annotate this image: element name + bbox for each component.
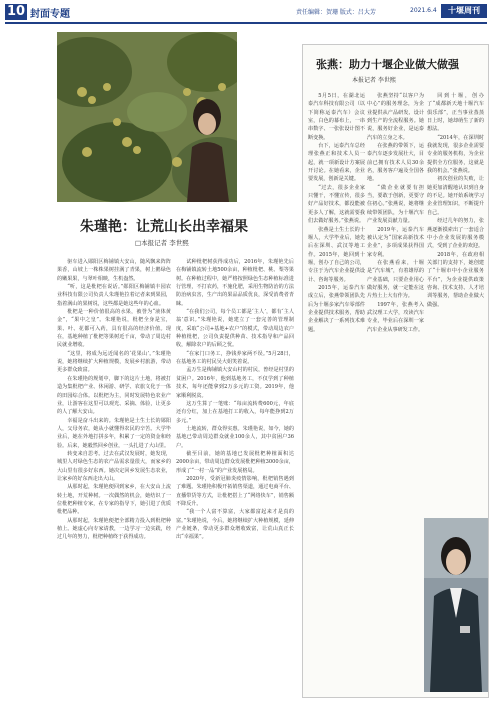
sidebar-article-byline: 本报记者 李世熙 [352, 77, 396, 84]
sidebar-column-3 [427, 92, 484, 512]
issue-date: 2021.6.4 [410, 7, 437, 14]
article-column-1 [57, 258, 171, 698]
paragraph: “我一个人富不算富，大家都富起来才是真的富。”朱瑾艳说，今后，她将继续扩大种植规模，延伸产业链条，带动更多群众增收致富，让荒山真正长出“幸福果”。 [176, 509, 294, 541]
paragraph: 从那时起，朱瑾艳便回到家乡，在大安山上流转土地，开荒种树。一次偶然的机会，她结识了一位枇杷种植专家，在专家的指导下，她引进了优质枇杷品种。 [57, 484, 171, 516]
portrait-photo [424, 518, 488, 692]
page-header [0, 0, 492, 22]
paragraph: 在张燕看来，十堰是“汽车城”，有着雄厚的产业基础，只要企业用心做好服务，就一定能在这片热土上大有作为。 [367, 259, 424, 300]
header-divider [5, 22, 487, 24]
paragraph: 转变来自思考。过去在武汉发展时，她发现，城里人对绿色生态的农产品需求量很大，而家乡的大山里有很多好东西。她决定回乡发展生态农业，让家乡的好东西走出大山。 [57, 450, 171, 482]
paragraph: 经过几年的努力，张燕逐渐摸索出了一套适合中小企业发展的服务模式，受到了企业的欢迎。 [427, 218, 484, 250]
paragraph: 在朱瑾艳的规划中，脚下的这片土地，将被打造为集枇杷产业、休闲游、研学、农旅文化于一体的田园综合体。以枇杷为主，同时发展特色农业产业，让游客在这里可以观光、采摘、体验，让更多的人了解大安山。 [57, 375, 171, 416]
paragraph: 驱车进入郧阳区梅铺镇大安山，随风飘来阵阵果香，山坡上一株株果树挂满了青果，树上鹅绿色的嫩果果，与翠叶相映，生机盎然。 [57, 259, 171, 282]
paragraph: 2019年，运泰汽车被认定为“国家高新技术企业”，多项成果获得国家专利。 [367, 226, 424, 258]
article-title: 朱瑾艳：让荒山长出幸福果 [80, 219, 248, 235]
orchard-photo [57, 32, 237, 202]
paragraph: 这万生算了一笔账：“每亩流转费600元，年底还有分红，加上在基地打工的收入，每年能挣到2万多元。” [176, 400, 294, 424]
paragraph: “在家门口务工，挣钱养家两不误。”5月28日，在基地务工的村民吴大姐笑着说。 [176, 350, 294, 366]
paragraph: 张燕是土生土长的十堰人，大学毕业后，她先后在深圳、武汉等地工作。2015年，她回到十堰，创办了自己的公司，专注于为汽车企业提供设计、咨询等服务。 [308, 226, 365, 283]
paragraph: 回到十堰，创办了“成都新天地十堰汽车俱乐部”，正当事业蒸蒸日上时，她却萌生了新的想法。 [427, 93, 484, 133]
sidebar-column-2 [367, 92, 424, 692]
editor-credits: 责任编辑：贺珊 版式：吕大芳 [296, 9, 376, 16]
paragraph: 2020年，受新冠肺炎疫情影响，枇杷销售遇到了难题。朱瑾艳积极开拓销售渠道，通过电商平台、直播带货等方式，让枇杷搭上了“网络快车”，销售额不降反升。 [176, 475, 294, 507]
portrait-illustration [424, 518, 488, 692]
paragraph: 幸福是奋斗出来的。朱瑾艳是土生土长的郧阳人，父母务农，她从小就懂得农民的辛苦。大学毕业后，她在外地打拼多年，积累了一定的资金和经验。后来，她毅然回乡创业，一头扎进了大山里。 [57, 417, 171, 449]
paragraph: “听，这是枇杷在说话。”郧阳区梅铺镇丰园农业科技有限公司负责人朱瑾艳拉着记者来到果园，指着满山的果树说，这些都是她这些年的心血。 [57, 284, 171, 307]
paragraph: 枇杷是一种价值很高的水果，被誉为“液体黄金”，“果中之皇”。朱瑾艳说，枇杷全身是宝，果、叶、花都可入药，具有很高的经济价值。现在，基地种植了枇杷等果树近千亩，带动了周边村民就业增收。 [57, 309, 171, 349]
paragraph: 孟万生是梅铺镇大安山村的村民，曾经是村里的贫困户。2016年，他到基地务工，不仅学到了种植技术，每年还能拿到2万多元的工资。2019年，他家顺利脱贫。 [176, 367, 294, 399]
paragraph: 在张燕的带领下，运泰汽车逐步发展壮大，目前已拥有技术人员30余名，服务客户遍及全国各地。 [367, 143, 424, 183]
publication-brand: 十堰周刊 [441, 4, 487, 18]
paragraph: 试种枇杷树获得成功后，2016年，朱瑾艳先后在梅铺镇流转土地500余亩，种植枇杷、桃、梨等果树。在种植过程中，她严格按照绿色生态种植标准进行管理，不打农药，不施化肥，采用生物防治的方法防治病虫害，生产出的果品品质优良，深受消费者青睐。 [176, 259, 294, 307]
paragraph: “做企业就要有担当，要敢于创新，更要守住初心。”张燕说，她将继续带领团队，为十堰汽车产业发展贡献力量。 [367, 184, 424, 225]
section-title: 封面专题 [30, 9, 70, 20]
paragraph: 2018年，在政府相关部门的支持下，她创建了“十堰市中小企业服务平台”，为企业提供政策咨询、技术支持、人才培训等服务，帮助企业做大做强。 [427, 251, 484, 308]
paragraph: “这里，将成为远近闻名的‘花果山’。”朱瑾艳说，她将继续扩大种植规模，发展乡村旅游，带动更多群众致富。 [57, 350, 171, 374]
paragraph: 从那时起，朱瑾艳便把全部精力投入到枇杷种植上。她虚心向专家请教，一边学习一边实践，经过几年的努力，枇杷种植终于获得成功。 [57, 517, 171, 541]
sidebar-article-title: 张燕：助力十堰企业做大做强 [316, 58, 459, 71]
paragraph: 2015年，运泰汽车成立后，张燕带领团队先后为十堰多家汽车零部件企业提供技术服务，帮助企业解决了一系列技术难题。 [308, 284, 365, 333]
sidebar-column-1 [308, 92, 365, 692]
paragraph: 初次创业的失败，让她更加清醒地认识到自身的不足。她开始系统学习企业管理知识，不断提升自己。 [427, 176, 484, 216]
paragraph: 5月5日，在湖北运泰汽车科技有限公司（以下简称运泰汽车）会议室，白色的幕布上，一串串数字、一张张设计图不断变换。 [308, 93, 365, 141]
article-column-2 [176, 258, 294, 698]
paragraph: “过去，很多企业家只懂干，不懂宣传，很多好产品好技术，都没能被更多人了解，这就需要我们去做好服务。”张燕说。 [308, 184, 365, 225]
paragraph: “2014年，在深圳时我就发现，很多企业需要专业的服务机构，为企业提供全方位服务，这就是我的机会。”张燕说。 [427, 134, 484, 175]
page-number: 10 [6, 4, 26, 19]
paragraph: 截至目前，她的基地已发展枇杷种植面积达2000余亩，带动周边群众发展枇杷种植3000余亩，形成了“一村一品”的产业发展格局。 [176, 450, 294, 474]
orchard-illustration [57, 32, 237, 202]
paragraph: 土地流转，群众得实惠。朱瑾艳说，如今，她的基地已带动周边群众就业100余人，其中贫困户36户。 [176, 425, 294, 449]
paragraph: 台下，运泰汽车总经理张燕正和技术人员一起，就一项新设计方案展开讨论。在她看来，企业要发展，创新是关键。 [308, 143, 365, 183]
paragraph: 1997年，张燕考入武汉理工大学，攻读汽车专业，毕业后在深圳一家汽车企业从事研发工作。 [367, 301, 424, 333]
paragraph: 张燕坚持“以客户为中心”的服务理念，为企业提供从产品研发、设计到生产的全流程服务。她说，服务好企业，是运泰汽车的立身之本。 [367, 93, 424, 141]
article-byline: □本报记者 李世熙 [135, 239, 189, 247]
paragraph: “在我们公司，每个员工都是‘主人’，都有‘主人翁’意识。”朱瑾艳说，她建立了一套完善的管理制度，采取“公司+基地+农户”的模式，带动周边农户种植枇杷，公司负责提供种苗、技术指导和产品回收，解除农户的后顾之忧。 [176, 309, 294, 349]
